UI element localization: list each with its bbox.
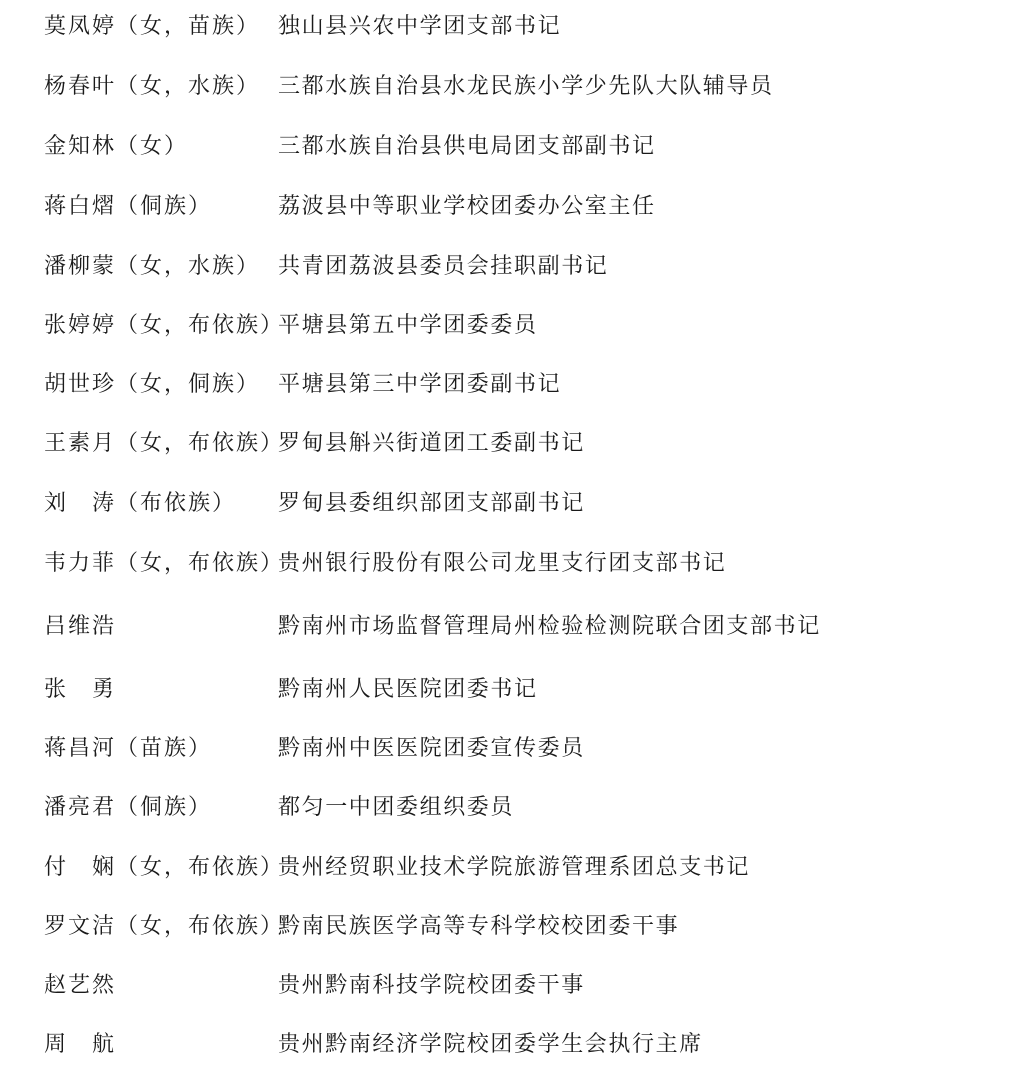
list-item <box>0 6 1031 46</box>
list-item <box>0 66 1031 106</box>
person-name: 金知林（女） <box>44 134 189 159</box>
list-item <box>0 364 1031 404</box>
list-item <box>0 728 1031 768</box>
list-item <box>0 543 1031 583</box>
person-name: 张婷婷（女，布依族） <box>44 313 285 338</box>
person-organization: 独山县兴农中学团支部书记 <box>278 14 562 39</box>
person-name: 莫凤婷（女，苗族） <box>44 14 261 39</box>
list-item <box>0 787 1031 827</box>
person-name: 王素月（女，布依族） <box>44 431 285 456</box>
list-item <box>0 246 1031 286</box>
person-organization: 贵州经贸职业技术学院旅游管理系团总支书记 <box>278 855 751 880</box>
person-name: 周 航 <box>44 1032 117 1057</box>
list-item <box>0 126 1031 166</box>
person-name: 罗文洁（女，布依族） <box>44 914 285 939</box>
list-item <box>0 483 1031 523</box>
person-organization: 平塘县第三中学团委副书记 <box>278 372 562 397</box>
list-item <box>0 965 1031 1005</box>
person-organization: 黔南州中医医院团委宣传委员 <box>278 736 585 761</box>
person-organization: 平塘县第五中学团委委员 <box>278 313 538 338</box>
person-organization: 贵州黔南经济学院校团委学生会执行主席 <box>278 1032 703 1057</box>
list-item <box>0 906 1031 946</box>
person-name: 蒋白熠（侗族） <box>44 194 213 219</box>
person-name: 蒋昌河（苗族） <box>44 736 213 761</box>
person-organization: 贵州黔南科技学院校团委干事 <box>278 973 585 998</box>
person-organization: 黔南州市场监督管理局州检验检测院联合团支部书记 <box>278 614 821 639</box>
person-name: 潘柳蒙（女，水族） <box>44 254 261 279</box>
person-organization: 荔波县中等职业学校团委办公室主任 <box>278 194 656 219</box>
person-organization: 共青团荔波县委员会挂职副书记 <box>278 254 609 279</box>
person-name: 张 勇 <box>44 677 117 702</box>
person-organization: 黔南州人民医院团委书记 <box>278 677 538 702</box>
person-name: 杨春叶（女，水族） <box>44 74 261 99</box>
list-item <box>0 305 1031 345</box>
person-name: 胡世珍（女，侗族） <box>44 372 261 397</box>
person-name: 韦力菲（女，布依族） <box>44 551 285 576</box>
list-item <box>0 669 1031 709</box>
list-item <box>0 847 1031 887</box>
list-item <box>0 423 1031 463</box>
person-organization: 三都水族自治县供电局团支部副书记 <box>278 134 656 159</box>
person-organization: 贵州银行股份有限公司龙里支行团支部书记 <box>278 551 727 576</box>
person-name: 付 娴（女，布依族） <box>44 855 285 880</box>
person-organization: 罗甸县委组织部团支部副书记 <box>278 491 585 516</box>
person-organization: 都匀一中团委组织委员 <box>278 795 515 820</box>
person-organization: 黔南民族医学高等专科学校校团委干事 <box>278 914 680 939</box>
person-name: 刘 涛（布依族） <box>44 491 237 516</box>
list-item <box>0 1024 1031 1064</box>
person-name: 赵艺然 <box>44 973 117 998</box>
person-organization: 三都水族自治县水龙民族小学少先队大队辅导员 <box>278 74 774 99</box>
list-item <box>0 606 1031 646</box>
list-item <box>0 186 1031 226</box>
person-name: 潘亮君（侗族） <box>44 795 213 820</box>
person-name: 吕维浩 <box>44 614 117 639</box>
person-organization: 罗甸县斛兴街道团工委副书记 <box>278 431 585 456</box>
